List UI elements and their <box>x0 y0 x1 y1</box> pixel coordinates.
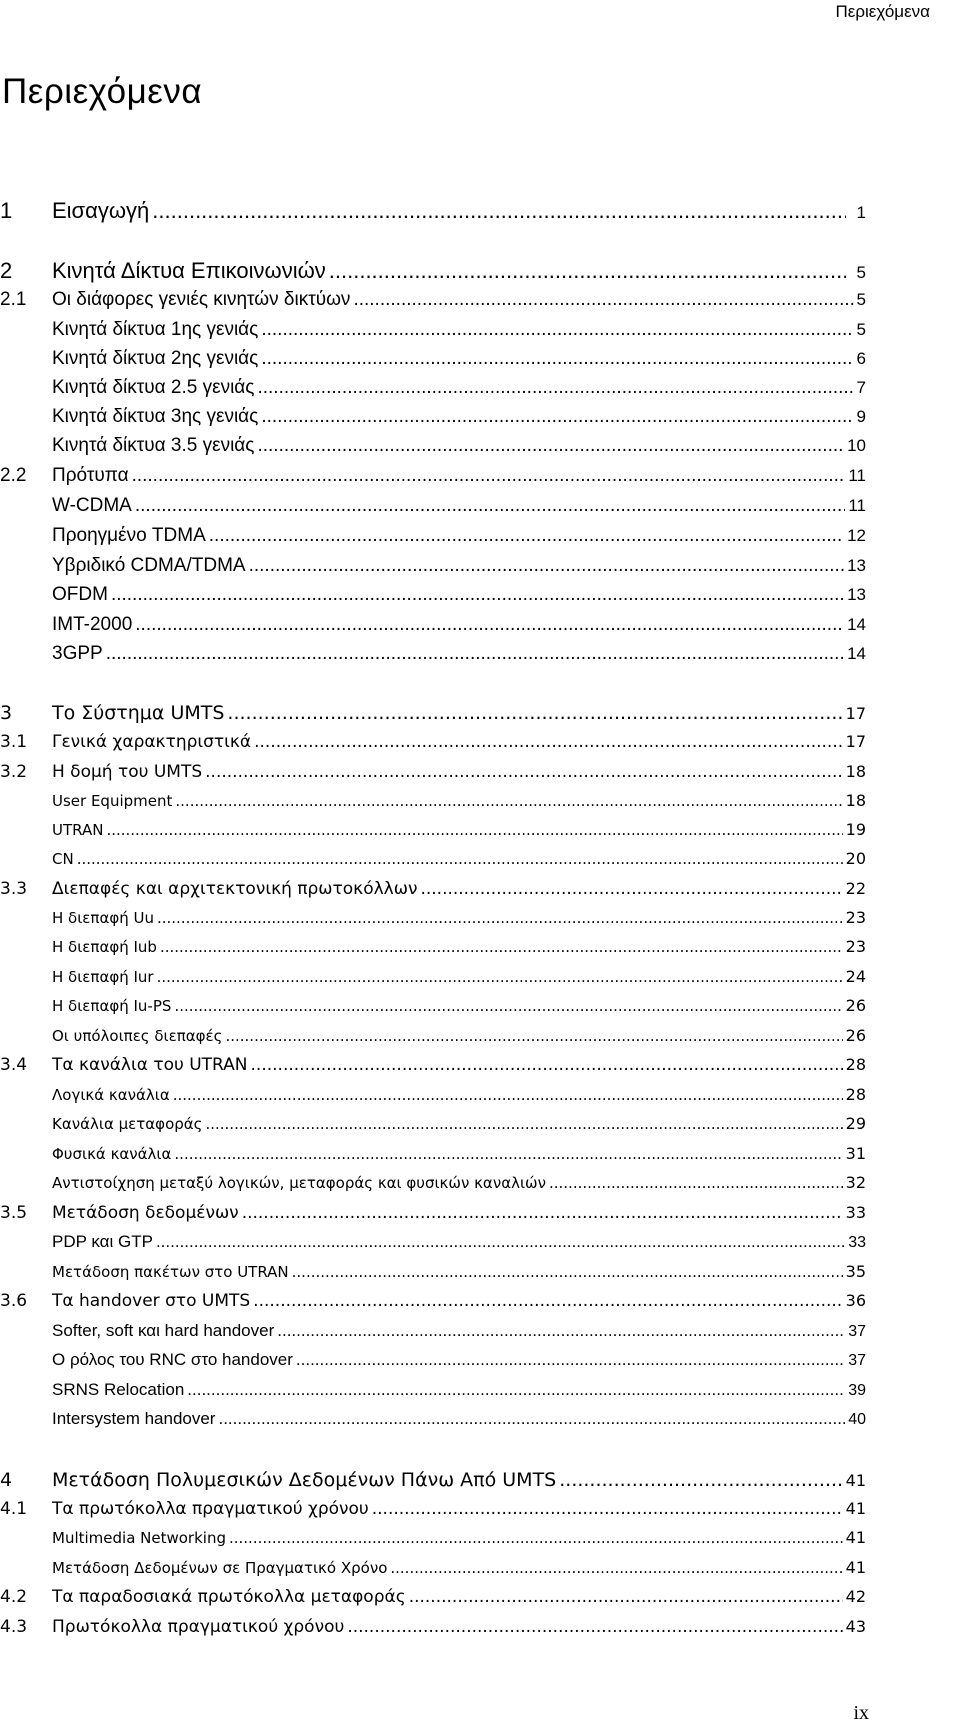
toc-entry-title: Ο ρόλος του RNC στο handover <box>52 1350 293 1369</box>
toc-entry-title: Γενικά χαρακτηριστικά <box>52 732 252 752</box>
toc-entry[interactable] <box>0 1528 866 1547</box>
toc-entry[interactable] <box>0 465 866 487</box>
toc-entry-title: OFDM <box>52 584 108 605</box>
toc-entry-page: 23 <box>845 937 866 956</box>
toc-entry[interactable] <box>0 1350 866 1370</box>
toc-entry-title: Multimedia Networking <box>52 1529 226 1547</box>
toc-dot-leader <box>277 1321 845 1341</box>
toc-dot-leader <box>390 1559 842 1577</box>
toc-entry-page: 19 <box>845 820 866 839</box>
toc-entry-title: Πρότυπα <box>52 465 129 486</box>
toc-entry[interactable] <box>0 1587 866 1607</box>
toc-entry-page: 18 <box>845 791 866 810</box>
toc-entry-number: 4.3 <box>0 1617 28 1637</box>
toc-entry[interactable] <box>0 702 866 724</box>
toc-entry-title: Κινητά δίκτυα 2ης γενιάς <box>52 348 259 369</box>
toc-entry[interactable] <box>0 1232 866 1252</box>
toc-entry-page: 43 <box>845 1617 866 1636</box>
toc-entry[interactable] <box>0 1291 866 1311</box>
toc-entry[interactable] <box>0 908 866 927</box>
toc-entry[interactable] <box>0 435 866 457</box>
toc-dot-leader <box>347 1617 842 1637</box>
toc-entry-number: 2.1 <box>0 289 27 310</box>
toc-entry[interactable] <box>0 525 866 547</box>
toc-entry-page: 28 <box>845 1085 866 1104</box>
toc-dot-leader <box>254 732 843 752</box>
toc-entry-page: 24 <box>845 967 866 986</box>
toc-entry-page: 26 <box>845 996 866 1015</box>
toc-entry-number: 3.2 <box>0 762 28 782</box>
toc-dot-leader <box>257 377 853 399</box>
toc-entry-title: User Equipment <box>52 792 173 810</box>
toc-dot-leader <box>106 643 844 665</box>
toc-entry-title: UTRAN <box>52 821 104 839</box>
toc-entry-page: 23 <box>845 908 866 927</box>
toc-entry[interactable] <box>0 1114 866 1133</box>
toc-dot-leader <box>242 1203 843 1223</box>
toc-dot-leader <box>209 525 844 547</box>
toc-dot-leader <box>420 879 842 899</box>
toc-entry-title: Λογικά κανάλια <box>52 1086 170 1104</box>
toc-entry[interactable] <box>0 762 866 782</box>
toc-entry-page: 31 <box>845 1144 866 1163</box>
toc-entry[interactable] <box>0 555 866 577</box>
toc-entry-number: 4.1 <box>0 1499 28 1519</box>
toc-entry-page: 5 <box>856 320 866 339</box>
toc-entry[interactable] <box>0 1409 866 1429</box>
toc-entry-title: Οι διάφορες γενιές κινητών δικτύων <box>52 289 351 310</box>
toc-entry-page: 6 <box>856 349 866 368</box>
toc-entry-page: 36 <box>845 1291 866 1310</box>
toc-dot-leader <box>249 555 844 577</box>
toc-entry-page: 14 <box>847 615 866 634</box>
toc-dot-leader <box>292 1263 843 1281</box>
toc-entry[interactable] <box>0 377 866 399</box>
toc-entry-number: 4 <box>0 1469 13 1491</box>
toc-entry-page: 40 <box>848 1411 866 1428</box>
toc-entry-page: 5 <box>856 263 866 282</box>
toc-entry-title: CN <box>52 850 74 868</box>
toc-entry-title: Μετάδοση πακέτων στο UTRAN <box>52 1263 289 1281</box>
toc-entry-title: Κινητά δίκτυα 2.5 γενιάς <box>52 377 255 398</box>
toc-entry-title: Μετάδοση Πολυμεσικών Δεδομένων Πάνω Από UMTS <box>52 1469 557 1491</box>
toc-entry-page: 41 <box>845 1558 866 1577</box>
toc-entry-title: Κινητά δίκτυα 1ης γενιάς <box>52 319 259 340</box>
toc-entry[interactable] <box>0 1499 866 1519</box>
toc-dot-leader <box>353 289 853 311</box>
toc-entry-number: 4.2 <box>0 1587 28 1607</box>
toc-dot-leader <box>227 702 842 724</box>
toc-entry-page: 11 <box>848 466 866 485</box>
toc-entry-title: PDP και GTP <box>52 1232 153 1251</box>
toc-entry[interactable] <box>0 967 866 986</box>
toc-entry[interactable] <box>0 348 866 370</box>
toc-entry-page: 28 <box>845 1055 866 1074</box>
toc-entry[interactable] <box>0 1144 866 1163</box>
toc-entry-title: Τα handover στο UMTS <box>52 1291 251 1311</box>
toc-entry-number: 3 <box>0 702 13 724</box>
toc-entry-page: 18 <box>845 762 866 781</box>
toc-dot-leader <box>174 1145 842 1163</box>
toc-dot-leader <box>549 1174 843 1192</box>
toc-entry-title: Intersystem handover <box>52 1409 216 1428</box>
toc-dot-leader <box>261 348 853 370</box>
toc-dot-leader <box>174 997 842 1015</box>
toc-entry-title: Μετάδοση δεδομένων <box>52 1203 239 1223</box>
toc-entry[interactable] <box>0 1203 866 1223</box>
toc-entry[interactable] <box>0 1469 866 1491</box>
toc-dot-leader <box>253 1291 842 1311</box>
toc-dot-leader <box>157 909 843 927</box>
toc-entry-title: Η διεπαφή Iu-PS <box>52 997 172 1015</box>
toc-dot-leader <box>135 614 844 636</box>
toc-entry-number: 2 <box>0 258 13 283</box>
toc-entry-title: Κινητά δίκτυα 3.5 γενιάς <box>52 435 255 456</box>
toc-entry-page: 37 <box>848 1323 866 1340</box>
toc-entry[interactable] <box>0 319 866 341</box>
toc-entry[interactable] <box>0 1617 866 1637</box>
toc-dot-leader <box>261 406 853 428</box>
toc-entry[interactable] <box>0 732 866 752</box>
toc-entry-number: 3.3 <box>0 879 28 899</box>
toc-entry-title: Αντιστοίχηση μεταξύ λογικών, μεταφοράς και φυσικών καναλιών <box>52 1174 546 1192</box>
toc-dot-leader <box>173 1086 843 1104</box>
toc-dot-leader <box>106 821 842 839</box>
toc-dot-leader <box>156 1232 845 1252</box>
toc-entry-page: 22 <box>845 879 866 898</box>
toc-entry-title: Οι υπόλοιπες διεπαφές <box>52 1027 223 1045</box>
toc-dot-leader <box>175 792 842 810</box>
toc-entry[interactable] <box>0 258 866 284</box>
toc-entry[interactable] <box>0 614 866 636</box>
toc-entry-title: W-CDMA <box>52 495 132 516</box>
toc-entry-page: 33 <box>845 1203 866 1222</box>
toc-entry[interactable] <box>0 820 866 839</box>
running-header: Περιεχόμενα <box>835 2 930 21</box>
toc-entry-page: 17 <box>845 732 866 751</box>
toc-dot-leader <box>205 762 842 782</box>
toc-entry-page: 17 <box>845 704 866 723</box>
toc-entry-title: Η δομή του UMTS <box>52 762 203 782</box>
toc-entry[interactable] <box>0 849 866 868</box>
toc-entry-title: Κινητά Δίκτυα Επικοινωνιών <box>52 258 326 283</box>
toc-entry-page: 42 <box>845 1587 866 1606</box>
toc-dot-leader <box>132 465 846 487</box>
toc-entry-number: 2.2 <box>0 465 27 486</box>
toc-entry-page: 41 <box>845 1499 866 1518</box>
toc-entry-number: 3.5 <box>0 1203 28 1223</box>
toc-entry-page: 20 <box>845 849 866 868</box>
toc-entry-title: Φυσικά κανάλια <box>52 1145 172 1163</box>
toc-entry-title: IMT-2000 <box>52 614 133 635</box>
toc-entry-title: Προηγμένο TDMA <box>52 525 206 546</box>
toc-dot-leader <box>296 1350 845 1370</box>
toc-entry-page: 32 <box>845 1173 866 1192</box>
toc-dot-leader <box>257 435 844 457</box>
toc-dot-leader <box>160 938 843 956</box>
toc-entry-page: 29 <box>845 1114 866 1133</box>
toc-entry-page: 26 <box>845 1026 866 1045</box>
toc-entry-page: 39 <box>848 1382 866 1399</box>
toc-entry[interactable] <box>0 1085 866 1104</box>
toc-dot-leader <box>261 319 853 341</box>
toc-entry-page: 7 <box>856 378 866 397</box>
toc-entry[interactable] <box>0 289 866 311</box>
toc-entry[interactable] <box>0 1026 866 1045</box>
toc-entry-page: 5 <box>856 290 866 309</box>
toc-entry-title: Κινητά δίκτυα 3ης γενιάς <box>52 406 259 427</box>
toc-dot-leader <box>152 198 845 224</box>
toc-entry[interactable] <box>0 937 866 956</box>
toc-entry-title: Η διεπαφή Iur <box>52 968 154 986</box>
toc-entry-title: Η διεπαφή Uu <box>52 909 154 927</box>
toc-dot-leader <box>187 1380 845 1400</box>
toc-entry-page: 13 <box>847 585 866 604</box>
toc-dot-leader <box>559 1469 842 1491</box>
page-title: Περιεχόμενα <box>2 72 203 111</box>
toc-entry-page: 14 <box>847 644 866 663</box>
toc-entry-title: Εισαγωγή <box>52 198 150 223</box>
toc-entry-title: SRNS Relocation <box>52 1380 185 1399</box>
toc-entry-page: 41 <box>845 1528 866 1547</box>
toc-entry-title: Τα παραδοσιακά πρωτόκολλα μεταφοράς <box>52 1587 406 1607</box>
toc-entry-number: 1 <box>0 198 13 223</box>
toc-dot-leader <box>205 1115 842 1133</box>
toc-dot-leader <box>372 1499 843 1519</box>
toc-entry-title: Softer, soft και hard handover <box>52 1321 275 1340</box>
toc-entry-title: Υβριδικό CDMA/TDMA <box>52 555 246 576</box>
toc-entry[interactable] <box>0 584 866 606</box>
toc-entry-number: 3.4 <box>0 1055 28 1075</box>
toc-dot-leader <box>135 495 845 517</box>
toc-entry[interactable] <box>0 879 866 899</box>
toc-entry-page: 37 <box>848 1352 866 1369</box>
toc-entry-title: Μετάδοση Δεδομένων σε Πραγματικό Χρόνο <box>52 1559 388 1577</box>
toc-entry[interactable] <box>0 996 866 1015</box>
toc-entry-title: Τα κανάλια του UTRAN <box>52 1055 248 1075</box>
toc-entry-title: Κανάλια μεταφοράς <box>52 1115 203 1133</box>
page-folio: ix <box>853 1702 869 1724</box>
toc-dot-leader <box>251 1055 843 1075</box>
toc-dot-leader <box>111 584 844 606</box>
toc-entry[interactable] <box>0 1055 866 1075</box>
toc-entry-title: Πρωτόκολλα πραγματικού χρόνου <box>52 1617 345 1637</box>
toc-entry-title: Τα πρωτόκολλα πραγματικού χρόνου <box>52 1499 369 1519</box>
toc-entry-page: 12 <box>847 526 866 545</box>
toc-entry-title: Διεπαφές και αρχιτεκτονική πρωτοκόλλων <box>52 879 418 899</box>
toc-entry[interactable] <box>0 1380 866 1400</box>
toc-entry[interactable] <box>0 643 866 665</box>
toc-dot-leader <box>409 1587 843 1607</box>
toc-dot-leader <box>77 850 843 868</box>
toc-entry[interactable] <box>0 1173 866 1192</box>
toc-entry-page: 13 <box>847 556 866 575</box>
toc-entry-page: 35 <box>845 1262 866 1281</box>
toc-entry-title: Το Σύστημα UMTS <box>52 702 225 724</box>
toc-entry[interactable] <box>0 406 866 428</box>
toc-entry-number: 3.1 <box>0 732 28 752</box>
toc-entry-page: 10 <box>847 436 866 455</box>
toc-entry[interactable] <box>0 198 866 224</box>
toc-entry-title: Η διεπαφή Iub <box>52 938 157 956</box>
toc-entry-page: 1 <box>856 203 866 222</box>
toc-entry-title: 3GPP <box>52 643 103 664</box>
toc-entry[interactable] <box>0 1321 866 1341</box>
toc-dot-leader <box>329 258 846 284</box>
toc-entry-page: 41 <box>845 1471 866 1490</box>
toc-dot-leader <box>157 968 843 986</box>
toc-dot-leader <box>218 1409 845 1429</box>
toc-entry-number: 3.6 <box>0 1291 28 1311</box>
toc-entry-page: 11 <box>848 496 866 515</box>
toc-entry-page: 33 <box>848 1234 866 1251</box>
toc-entry-page: 9 <box>856 407 866 426</box>
toc-entry[interactable] <box>0 791 866 810</box>
toc-entry[interactable] <box>0 1262 866 1281</box>
toc-dot-leader <box>225 1027 842 1045</box>
toc-dot-leader <box>229 1529 843 1547</box>
toc-entry[interactable] <box>0 495 866 517</box>
toc-entry[interactable] <box>0 1558 866 1577</box>
